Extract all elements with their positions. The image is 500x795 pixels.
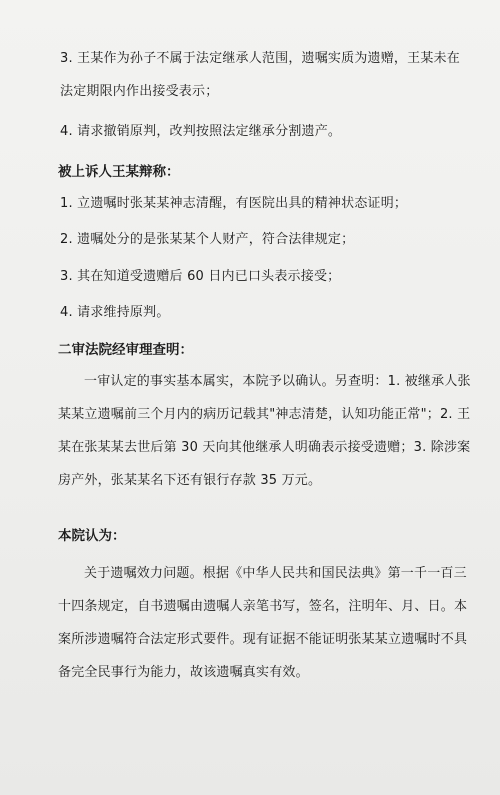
respondent-item-3: 3. 其在知道受遗赠后 60 日内已口头表示接受；	[60, 269, 341, 284]
respondent-heading: 被上诉人王某辩称：	[58, 164, 180, 180]
appeal-item-3: 3. 王某作为孙子不属于法定继承人范围，遗嘱实质为遗赠，王某未在法定期限内作出接受表示；	[60, 51, 460, 99]
court-opinion-body: 关于遗嘱效力问题。根据《中华人民共和国民法典》第一千一百三十四条规定，自书遗嘱由遗嘱人亲笔书写，签名，注明年、月、日。本案所涉遗嘱符合法定形式要件。现有证据不能证明张某某立遗嘱时不具备完全民事行为能力，故该遗嘱真实有效。	[58, 566, 468, 680]
respondent-item-1: 1. 立遗嘱时张某某神志清醒，有医院出具的精神状态证明；	[60, 196, 408, 211]
respondent-item-2: 2. 遗嘱处分的是张某某个人财产，符合法律规定；	[60, 232, 355, 247]
second-instance-heading: 二审法院经审理查明：	[58, 342, 193, 358]
court-opinion-heading: 本院认为：	[58, 528, 126, 544]
respondent-item-4: 4. 请求维持原判。	[60, 305, 170, 320]
second-instance-findings: 一审认定的事实基本属实，本院予以确认。另查明：1. 被继承人张某某立遗嘱前三个月内的病历记载其"神志清楚，认知功能正常"；2. 王某在张某某去世后第 30 天向其他继承人明确表示接受遗赠；3. 除涉案房产外，张某某名下还有银行存款 35 万元。	[58, 374, 471, 488]
appeal-item-4: 4. 请求撤销原判，改判按照法定继承分割遗产。	[60, 124, 342, 139]
